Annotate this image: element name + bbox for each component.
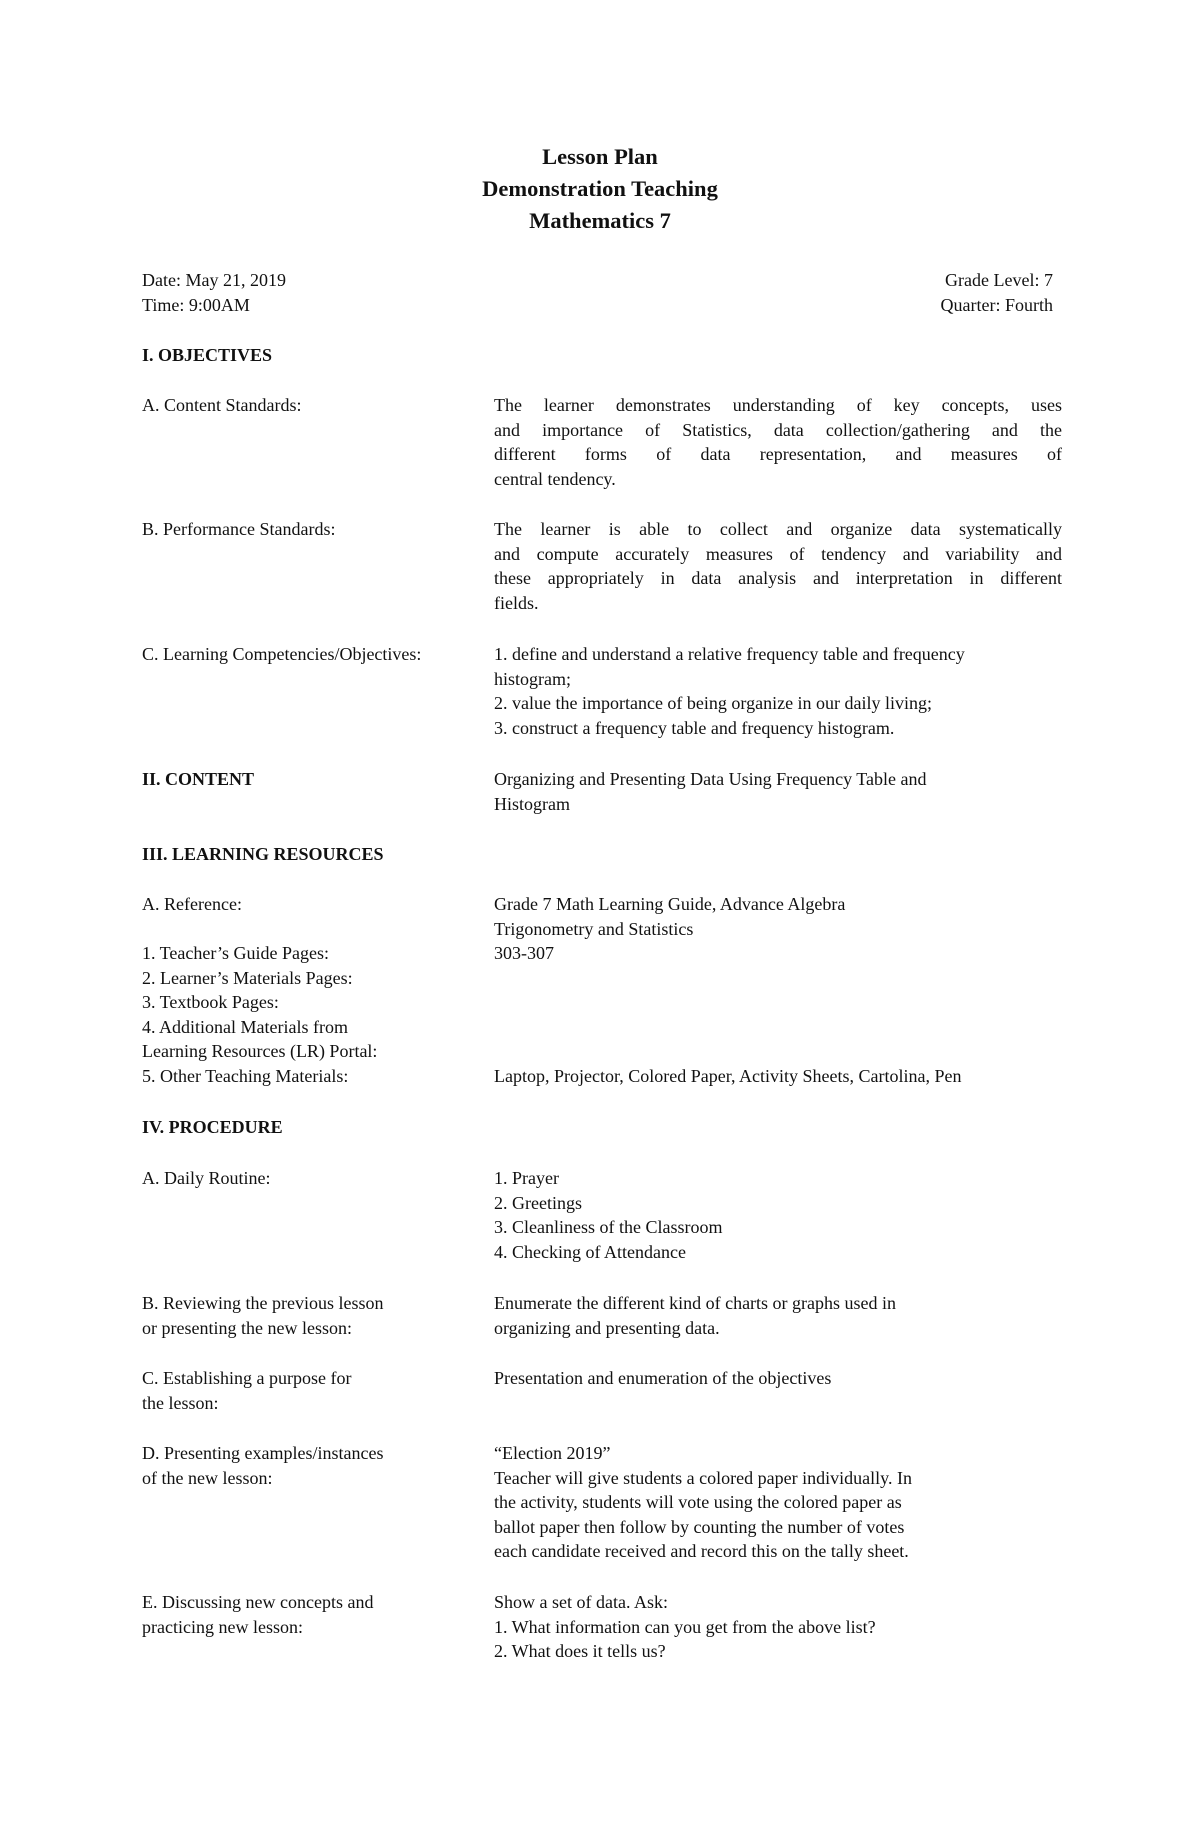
reviewing-label: B. Reviewing the previous lesson or presenting the new lesson:: [142, 1293, 384, 1338]
reference-text: Grade 7 Math Learning Guide, Advance Algebra Trigonometry and Statistics: [494, 894, 846, 939]
performance-standards-text: The learner is able to collect and organize data systematically and compute accurately measures of tendency and variability and these appropriately in data analysis and interpretation in different fields.: [494, 519, 1062, 613]
list-item: 3. Cleanliness of the Classroom: [494, 1217, 723, 1237]
content-heading: II. CONTENT: [142, 769, 255, 789]
list-item: 2. Greetings: [494, 1192, 582, 1213]
teachers-guide-pages: 303-307: [494, 943, 554, 963]
grade-level-text: Grade Level: 7: [945, 270, 1053, 290]
learners-materials-label: 2. Learner’s Materials Pages:: [142, 967, 353, 988]
textbook-label: 3. Textbook Pages:: [142, 992, 279, 1012]
additional-materials-row: [142, 1015, 1062, 1064]
list-item: 1. Prayer: [494, 1168, 559, 1188]
purpose-row: [142, 1366, 1062, 1415]
competencies-label: C. Learning Competencies/Objectives:: [142, 644, 422, 664]
examples-row: [142, 1441, 1062, 1564]
content-topic: Organizing and Presenting Data Using Frequency Table and Histogram: [494, 769, 927, 814]
discussing-label: E. Discussing new concepts and practicing new lesson:: [142, 1592, 374, 1637]
learners-materials-row: [142, 966, 1062, 991]
teachers-guide-label: 1. Teacher’s Guide Pages:: [142, 943, 330, 963]
discussing-text: Show a set of data. Ask: 1. What information can you get from the above list? 2. What does it tells us?: [494, 1592, 876, 1661]
daily-routine-list: [494, 1166, 1062, 1264]
examples-label: D. Presenting examples/instances of the new lesson:: [142, 1443, 384, 1488]
examples-text: “Election 2019” Teacher will give students a colored paper individually. In the activity, students will vote using the colored paper as ballot paper then follow by counting the number of votes each candidate received and record this on the tally sheet.: [494, 1443, 912, 1561]
reference-label: A. Reference:: [142, 894, 242, 914]
title-lesson-plan: Lesson Plan: [542, 144, 658, 169]
performance-standards-label: B. Performance Standards:: [142, 519, 336, 539]
title-subject: Mathematics 7: [529, 208, 671, 233]
additional-materials-label: 4. Additional Materials from Learning Resources (LR) Portal:: [142, 1016, 378, 1061]
other-materials-label: 5. Other Teaching Materials:: [142, 1065, 349, 1086]
reviewing-row: [142, 1291, 1062, 1340]
purpose-text: Presentation and enumeration of the objectives: [494, 1368, 832, 1388]
teachers-guide-row: [142, 941, 1062, 966]
competencies-list: 1. define and understand a relative frequency table and frequency histogram; 2. value the importance of being organize in our daily living; 3. construct a frequency table and frequency histogram.: [494, 644, 965, 738]
learning-resources-heading: III. LEARNING RESOURCES: [142, 844, 384, 864]
quarter-text: Quarter: Fourth: [940, 294, 1053, 315]
content-row: [142, 767, 1062, 816]
content-standards-label: A. Content Standards:: [142, 395, 302, 415]
performance-standards-row: [142, 517, 1062, 615]
daily-routine-label: A. Daily Routine:: [142, 1168, 271, 1188]
competencies-row: [142, 642, 1062, 740]
reference-row: [142, 892, 1062, 941]
other-materials-list: Laptop, Projector, Colored Paper, Activity Sheets, Cartolina, Pen: [494, 1065, 962, 1086]
textbook-row: [142, 990, 1062, 1015]
reviewing-text: Enumerate the different kind of charts or graphs used in organizing and presenting data.: [494, 1293, 897, 1338]
document-title: [0, 141, 1200, 237]
other-materials-row: [142, 1064, 1062, 1089]
title-demonstration-teaching: Demonstration Teaching: [482, 176, 718, 201]
date-text: Date: May 21, 2019: [142, 270, 286, 290]
content-standards-row: [142, 393, 1062, 491]
purpose-label: C. Establishing a purpose for the lesson:: [142, 1368, 352, 1413]
lesson-meta: [142, 268, 1053, 317]
discussing-row: [142, 1590, 1062, 1664]
time-text: Time: 9:00AM: [142, 294, 250, 315]
daily-routine-row: [142, 1166, 1062, 1264]
objectives-heading: I. OBJECTIVES: [142, 345, 273, 365]
procedure-heading: IV. PROCEDURE: [142, 1117, 283, 1137]
list-item: 4. Checking of Attendance: [494, 1241, 686, 1262]
content-standards-text: The learner demonstrates understanding of key concepts, uses and importance of Statistics, data collection/gathering and the different forms of data representation, and measures of central tendency.: [494, 395, 1062, 489]
